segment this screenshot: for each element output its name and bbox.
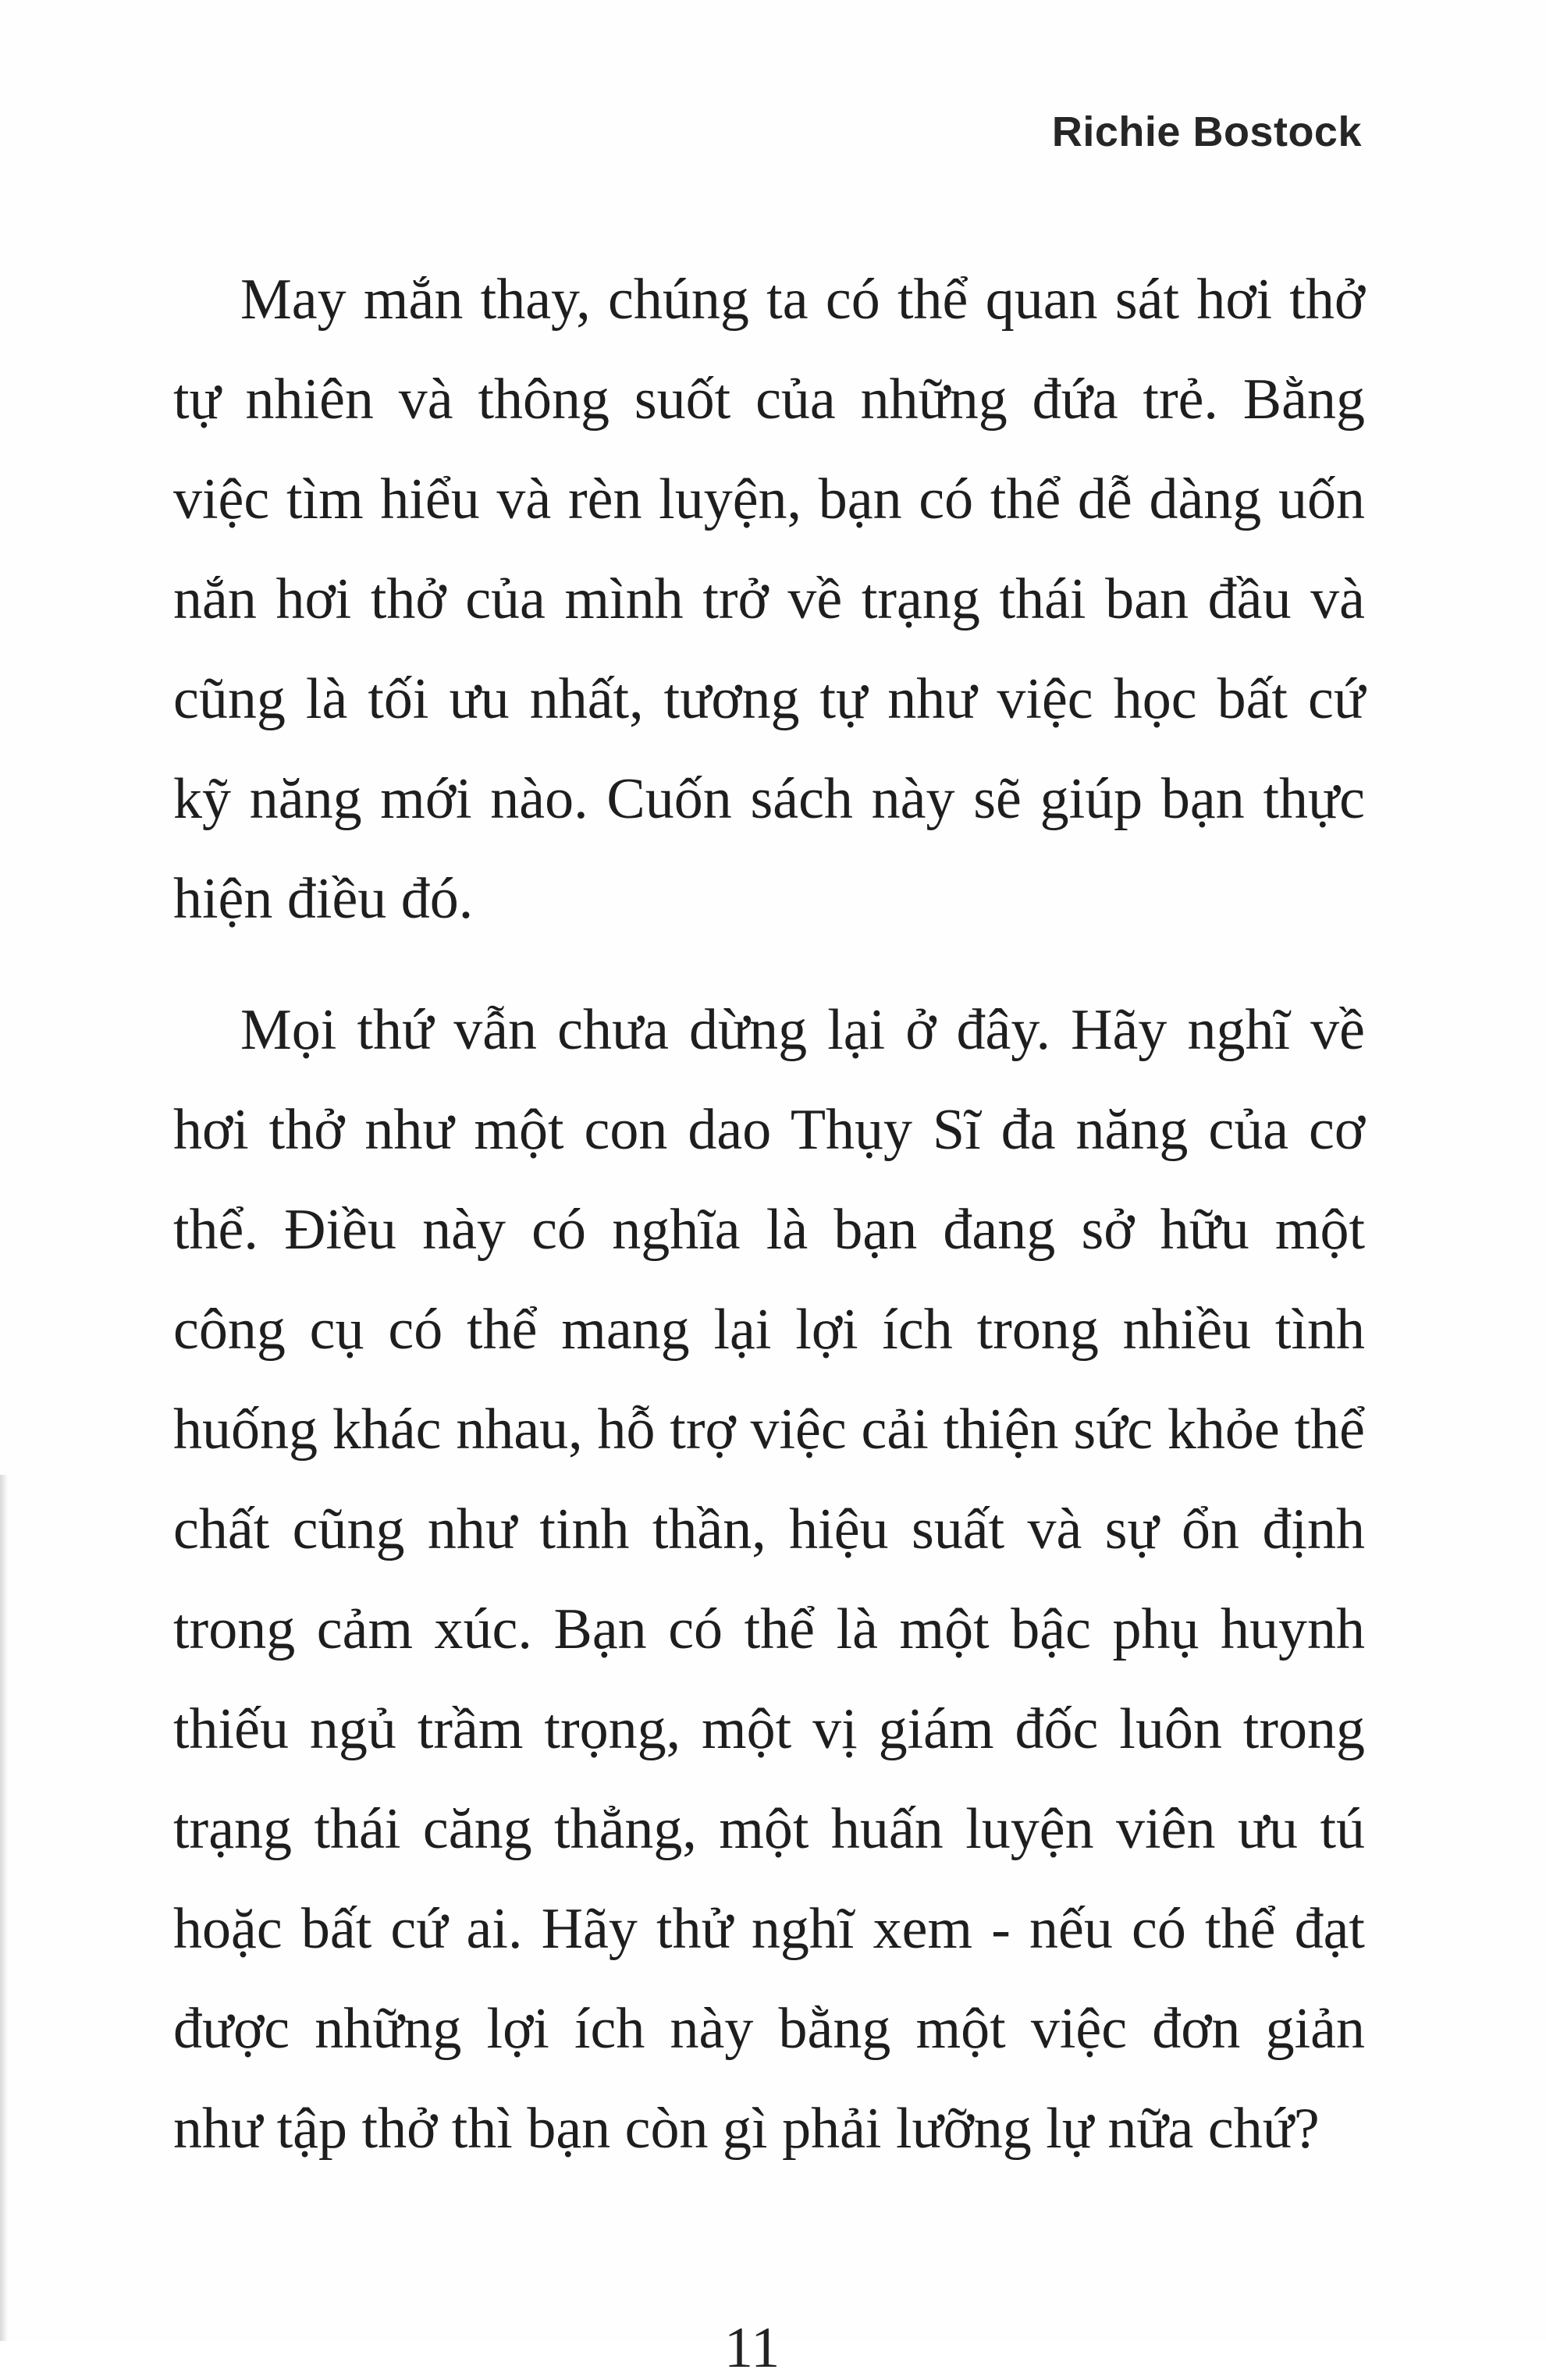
paragraph-1: May mắn thay, chúng ta có thể quan sát hơi thở tự nhiên và thông suốt của những đứa trẻ. Bằng việc tìm hiểu và rèn luyện, bạn có thể dễ dàng uốn nắn hơi thở của mình trở về trạng thái ban đầu và cũng là tối ưu nhất, tương tự như việc học bất cứ kỹ năng mới nào. Cuốn sách này sẽ giúp bạn thực hiện điều đó. <box>173 268 1365 931</box>
page-number: 11 <box>724 2316 780 2380</box>
page-edge-shadow <box>0 1475 8 2341</box>
body-text <box>173 250 1365 2179</box>
paragraph-2: Mọi thứ vẫn chưa dừng lại ở đây. Hãy nghĩ về hơi thở như một con dao Thụy Sĩ đa năng của cơ thể. Điều này có nghĩa là bạn đang sở hữu một công cụ có thể mang lại lợi ích trong nhiều tình huống khác nhau, hỗ trợ việc cải thiện sức khỏe thể chất cũng như tinh thần, hiệu suất và sự ổn định trong cảm xúc. Bạn có thể là một bậc phụ huynh thiếu ngủ trầm trọng, một vị giám đốc luôn trong trạng thái căng thẳng, một huấn luyện viên ưu tú hoặc bất cứ ai. Hãy thử nghĩ xem - nếu có thể đạt được những lợi ích này bằng một việc đơn giản như tập thở thì bạn còn gì phải lưỡng lự nữa chứ? <box>173 998 1365 2161</box>
running-header-author: Richie Bostock <box>1051 108 1362 155</box>
